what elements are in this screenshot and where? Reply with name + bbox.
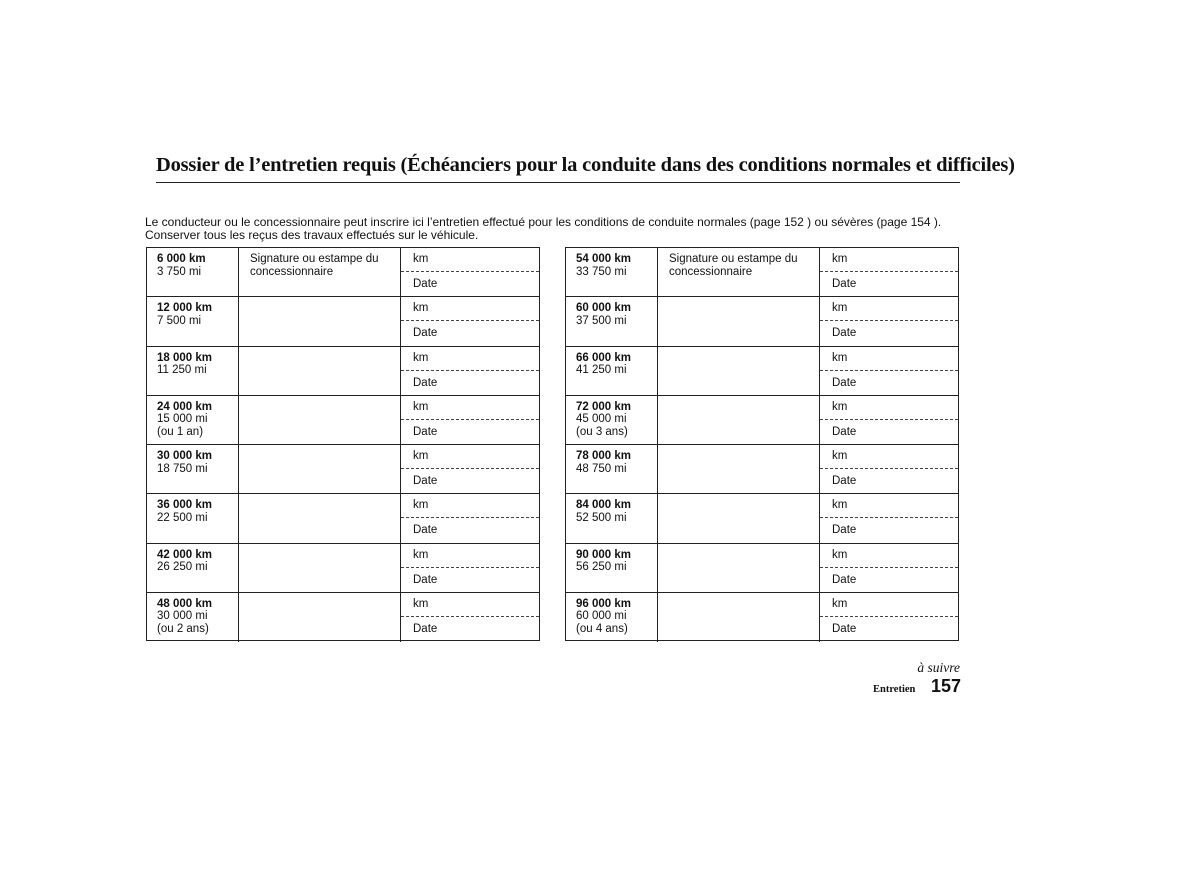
- interval-km: 90 000 km: [576, 548, 631, 561]
- km-entry-field[interactable]: km: [401, 445, 539, 469]
- km-entry-field[interactable]: km: [401, 593, 539, 617]
- interval-mi: 33 750 mi: [576, 265, 627, 278]
- entry-cell: [401, 297, 539, 345]
- interval-km: 96 000 km: [576, 597, 631, 610]
- signature-cell[interactable]: [239, 445, 401, 493]
- interval-cell: [566, 445, 658, 493]
- continued-label: à suivre: [917, 660, 960, 675]
- interval-mi: 18 750 mi: [157, 462, 208, 475]
- table-row: [147, 248, 539, 297]
- interval-cell: [147, 593, 239, 642]
- interval-km: 66 000 km: [576, 351, 631, 364]
- interval-km: 6 000 km: [157, 253, 206, 265]
- intro-line-2: Conserver tous les reçus des travaux effectués sur le véhicule.: [145, 228, 479, 242]
- table-row: [147, 544, 539, 593]
- interval-km: 78 000 km: [576, 450, 631, 462]
- km-entry-field[interactable]: km: [401, 248, 539, 272]
- table-row: [147, 396, 539, 445]
- entry-cell: [401, 347, 539, 395]
- entry-cell: [401, 494, 539, 542]
- date-entry-field[interactable]: Date: [832, 425, 857, 438]
- table-row: [566, 544, 958, 593]
- interval-km: 12 000 km: [157, 302, 212, 315]
- table-row: [566, 494, 958, 543]
- km-entry-field[interactable]: km: [401, 544, 539, 568]
- table-row: [566, 347, 958, 396]
- intro-text: [145, 216, 975, 242]
- interval-cell: [566, 248, 658, 296]
- entry-cell: [820, 396, 958, 444]
- signature-cell[interactable]: [658, 494, 820, 542]
- interval-km: 54 000 km: [576, 253, 631, 265]
- table-row: [147, 593, 539, 642]
- table-row: [566, 396, 958, 445]
- interval-cell: [147, 297, 239, 345]
- interval-mi: 41 250 mi: [576, 364, 627, 376]
- interval-mi: 3 750 mi: [157, 265, 202, 278]
- entry-cell: [401, 593, 539, 642]
- entry-cell: [820, 347, 958, 395]
- interval-years: (ou 4 ans): [576, 622, 628, 635]
- interval-years: (ou 2 ans): [157, 622, 209, 635]
- signature-cell[interactable]: [239, 347, 401, 395]
- signature-cell[interactable]: [239, 396, 401, 444]
- interval-years: (ou 1 an): [157, 425, 204, 438]
- title-divider: [156, 182, 960, 183]
- intro-line-1: Le conducteur ou le concessionnaire peut inscrire ici l’entretien effectué pour les conditions de conduite normales (page 152 ) ou sévères (page 154 ).: [145, 215, 942, 229]
- date-entry-field[interactable]: Date: [832, 475, 857, 487]
- interval-cell: [147, 544, 239, 592]
- interval-cell: [147, 248, 239, 296]
- date-entry-field[interactable]: Date: [413, 278, 438, 290]
- entry-cell: [820, 593, 958, 642]
- date-entry-field[interactable]: Date: [832, 524, 857, 537]
- interval-mi: 30 000 mi: [157, 610, 208, 623]
- date-entry-field[interactable]: Date: [413, 524, 438, 537]
- km-entry-field[interactable]: km: [820, 445, 958, 469]
- interval-km: 30 000 km: [157, 450, 212, 462]
- interval-cell: [566, 347, 658, 395]
- interval-mi: 56 250 mi: [576, 561, 627, 573]
- interval-cell: [147, 494, 239, 542]
- maintenance-record-table-left: [146, 247, 540, 641]
- signature-label: Signature ou estampe du concessionnaire: [669, 253, 798, 278]
- footer-section-name: Entretien: [873, 684, 916, 695]
- table-row: [147, 445, 539, 494]
- interval-mi: 37 500 mi: [576, 314, 627, 327]
- table-row: [566, 445, 958, 494]
- interval-km: 42 000 km: [157, 548, 212, 561]
- date-entry-field[interactable]: Date: [413, 475, 438, 487]
- interval-years: (ou 3 ans): [576, 425, 628, 438]
- interval-mi: 15 000 mi: [157, 413, 208, 426]
- signature-cell[interactable]: [658, 297, 820, 345]
- interval-mi: 11 250 mi: [157, 364, 207, 376]
- interval-mi: 52 500 mi: [576, 511, 627, 524]
- signature-cell[interactable]: [239, 593, 401, 642]
- signature-cell[interactable]: [239, 494, 401, 542]
- interval-mi: 48 750 mi: [576, 462, 627, 475]
- entry-cell: [820, 445, 958, 493]
- table-row: [147, 297, 539, 346]
- entry-cell: [820, 248, 958, 296]
- maintenance-record-table-right: [565, 247, 959, 641]
- km-entry-field[interactable]: km: [820, 396, 958, 420]
- date-entry-field[interactable]: Date: [832, 573, 857, 586]
- date-entry-field[interactable]: Date: [832, 622, 857, 635]
- table-row: [566, 593, 958, 642]
- date-entry-field[interactable]: Date: [832, 327, 857, 340]
- interval-mi: 26 250 mi: [157, 561, 208, 573]
- date-entry-field[interactable]: Date: [832, 278, 857, 290]
- interval-km: 84 000 km: [576, 499, 631, 512]
- table-row: [566, 248, 958, 297]
- page-number: 157: [931, 676, 962, 696]
- date-entry-field[interactable]: Date: [413, 425, 438, 438]
- signature-cell[interactable]: [658, 445, 820, 493]
- interval-km: 60 000 km: [576, 302, 631, 315]
- date-entry-field[interactable]: Date: [832, 376, 857, 389]
- page-title: Dossier de l’entretien requis (Échéanciers pour la conduite dans des conditions normales et difficiles): [156, 154, 1015, 176]
- km-entry-field[interactable]: km: [401, 396, 539, 420]
- km-entry-field[interactable]: km: [401, 494, 539, 518]
- interval-mi: 7 500 mi: [157, 314, 202, 327]
- date-entry-field[interactable]: Date: [413, 327, 438, 340]
- date-entry-field[interactable]: Date: [413, 376, 438, 389]
- interval-cell: [147, 396, 239, 444]
- entry-cell: [401, 445, 539, 493]
- interval-cell: [147, 445, 239, 493]
- entry-cell: [820, 297, 958, 345]
- entry-cell: [820, 494, 958, 542]
- interval-cell: [566, 396, 658, 444]
- interval-cell: [566, 297, 658, 345]
- km-entry-field[interactable]: km: [401, 297, 539, 321]
- signature-cell[interactable]: [239, 297, 401, 345]
- entry-cell: [401, 396, 539, 444]
- date-entry-field[interactable]: Date: [413, 622, 438, 635]
- interval-km: 18 000 km: [157, 351, 212, 364]
- date-entry-field[interactable]: Date: [413, 573, 438, 586]
- signature-cell[interactable]: [658, 248, 820, 296]
- interval-cell: [566, 593, 658, 642]
- km-entry-field[interactable]: km: [820, 297, 958, 321]
- signature-cell[interactable]: [239, 544, 401, 592]
- interval-cell: [566, 494, 658, 542]
- interval-cell: [566, 544, 658, 592]
- km-entry-field[interactable]: km: [820, 248, 958, 272]
- km-entry-field[interactable]: km: [401, 347, 539, 371]
- signature-cell[interactable]: [239, 248, 401, 296]
- interval-cell: [147, 347, 239, 395]
- interval-km: 36 000 km: [157, 499, 212, 512]
- interval-mi: 60 000 mi: [576, 610, 627, 623]
- interval-km: 48 000 km: [157, 597, 212, 610]
- km-entry-field[interactable]: km: [820, 494, 958, 518]
- interval-mi: 22 500 mi: [157, 511, 208, 524]
- table-row: [566, 297, 958, 346]
- table-row: [147, 347, 539, 396]
- table-row: [147, 494, 539, 543]
- signature-cell[interactable]: [658, 347, 820, 395]
- entry-cell: [401, 248, 539, 296]
- interval-km: 24 000 km: [157, 400, 212, 413]
- km-entry-field[interactable]: km: [820, 347, 958, 371]
- km-entry-field[interactable]: km: [820, 544, 958, 568]
- signature-cell[interactable]: [658, 593, 820, 642]
- interval-km: 72 000 km: [576, 400, 631, 413]
- entry-cell: [820, 544, 958, 592]
- signature-cell[interactable]: [658, 396, 820, 444]
- entry-cell: [401, 544, 539, 592]
- signature-label: Signature ou estampe du concessionnaire: [250, 253, 379, 278]
- km-entry-field[interactable]: km: [820, 593, 958, 617]
- signature-cell[interactable]: [658, 544, 820, 592]
- interval-mi: 45 000 mi: [576, 413, 627, 426]
